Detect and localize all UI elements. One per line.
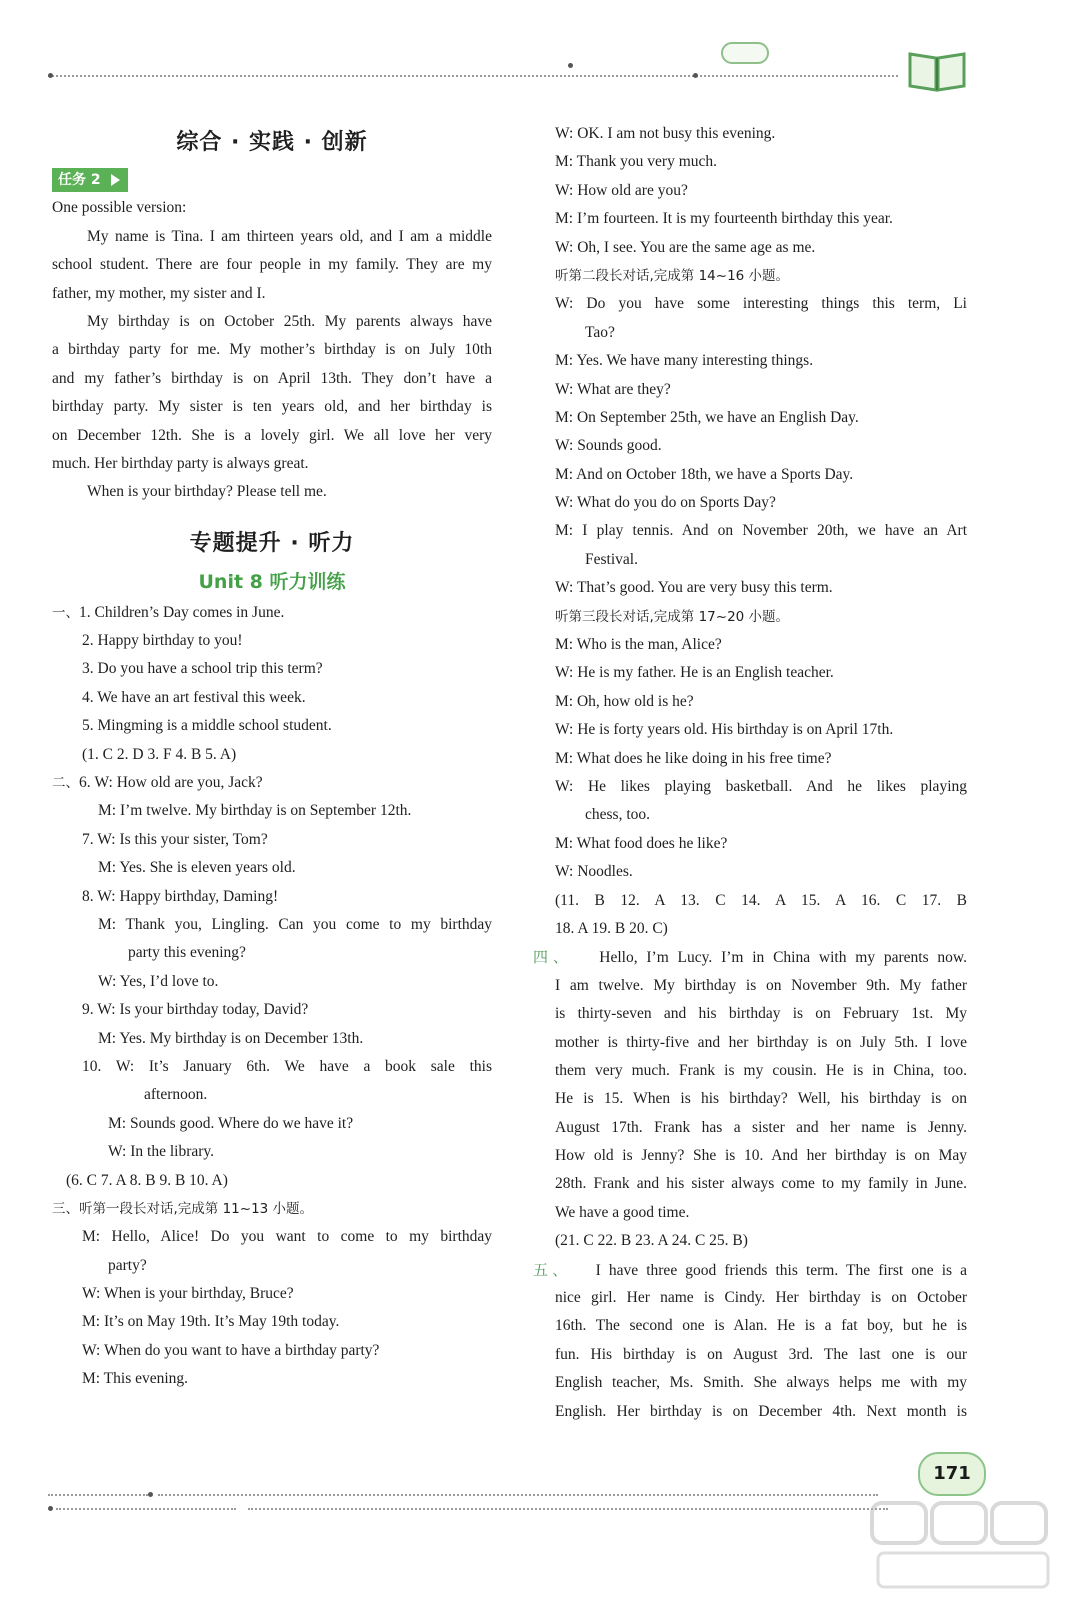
part5-line	[533, 1256, 967, 1284]
list-item: 4. We have an art festival this week.	[82, 688, 306, 706]
essay-line: My name is Tina. I am thirteen years old, and I am a middle	[87, 227, 492, 245]
dotted-rule	[48, 1494, 148, 1496]
dialogue-line: W: What do you do on Sports Day?	[555, 494, 776, 512]
instruction-text: 听第三段长对话,完成第 17~20 小题。	[555, 608, 790, 625]
footer-decoration	[48, 1494, 948, 1534]
left-column	[52, 120, 492, 1394]
answer-key: (21. C 22. B 23. A 24. C 25. B)	[555, 1232, 748, 1250]
dialogue-line: W: What are they?	[555, 380, 671, 398]
play-arrow-icon	[111, 174, 120, 186]
dialogue-line: M: I play tennis. And on November 20th, we have an Art	[555, 522, 967, 540]
answer-key: (6. C 7. A 8. B 9. B 10. A)	[66, 1171, 228, 1189]
part3-intro	[52, 1195, 492, 1223]
dialogue-line: M: What does he like doing in his free time?	[555, 749, 832, 767]
dialogue-line: M: Hello, Alice! Do you want to come to my birthday	[82, 1228, 492, 1246]
dialogue-line: W: Oh, I see. You are the same age as me.	[555, 238, 816, 256]
open-book-icon	[906, 46, 968, 92]
passage-line: is thirty-seven and his birthday is on February 1st. My	[555, 1005, 967, 1023]
dialogue-line: M: I’m twelve. My birthday is on September 12th.	[98, 802, 412, 820]
passage-line: mother is thirty-five and her birthday is on July 5th. I love	[555, 1033, 967, 1051]
passage-line: I am twelve. My birthday is on November 9th. My father	[555, 976, 967, 994]
passage-line: August 17th. Frank has a sister and her name is Jenny.	[555, 1118, 967, 1136]
dialogue-line: M: On September 25th, we have an English Day.	[555, 408, 859, 426]
dialogue-line: M: I’m fourteen. It is my fourteenth birthday this year.	[555, 210, 893, 228]
dialogue-line: W: Yes, I’d love to.	[98, 972, 219, 990]
dialogue-line: M: Oh, how old is he?	[555, 692, 694, 710]
dialogue-line: 6. W: How old are you, Jack?	[79, 774, 263, 792]
rule-dot	[568, 63, 573, 68]
part-label: 四、	[533, 948, 573, 967]
dialogue-line: M: Yes. We have many interesting things.	[555, 352, 814, 370]
right-column	[533, 120, 967, 1426]
task-badge	[52, 168, 128, 192]
dialogue-line: M: This evening.	[82, 1370, 189, 1388]
dialogue-line: afternoon.	[144, 1086, 208, 1104]
passage-line: I have three good friends this term. The first one is a	[595, 1261, 967, 1279]
list-item: 2. Happy birthday to you!	[82, 632, 243, 650]
dialogue-line: M: Thank you, Lingling. Can you come to my birthday	[98, 916, 492, 933]
passage-line: fun. His birthday is on August 3rd. The last one is our	[555, 1345, 967, 1363]
rule-dot	[693, 73, 698, 78]
dialogue-line: M: Who is the man, Alice?	[555, 636, 722, 654]
rule-dot	[148, 1492, 153, 1497]
section-title-listening: 专题提升 · 听力	[189, 530, 355, 556]
dotted-rule	[48, 75, 898, 77]
answer-key: 18. A 19. B 20. C)	[555, 919, 668, 937]
dialogue-line: W: Sounds good.	[555, 437, 662, 455]
passage-line: 28th. Frank and his sister always come to my family in June.	[555, 1175, 967, 1193]
essay-line: father, my mother, my sister and I.	[52, 284, 266, 302]
dotted-rule	[56, 1508, 236, 1510]
dialogue-line: Festival.	[585, 550, 638, 568]
dialogue-line: party this evening?	[128, 944, 246, 962]
dialogue-line: W: How old are you?	[555, 181, 688, 199]
essay-line: My birthday is on October 25th. My parents always have	[87, 312, 492, 330]
essay-line: birthday party. My sister is ten years old, and her birthday is	[52, 398, 492, 416]
instruction-text: 听第一段长对话,完成第 11~13 小题。	[79, 1200, 314, 1217]
dialogue-line: W: OK. I am not busy this evening.	[555, 125, 776, 142]
dialogue-line: W: He likes playing basketball. And he likes playing	[555, 777, 967, 795]
header-decoration	[48, 60, 1048, 100]
part4-line	[533, 943, 967, 971]
dialogue-line: 8. W: Happy birthday, Daming!	[82, 887, 279, 905]
dialogue-line: W: In the library.	[108, 1143, 215, 1161]
essay-line: on December 12th. She is a lovely girl. We all love her very	[52, 426, 492, 444]
essay-line: a birthday party for me. My mother’s birthday is on July 10th	[52, 341, 492, 359]
dialogue-line: M: Yes. She is eleven years old.	[98, 859, 296, 877]
dialogue-line: chess, too.	[585, 806, 651, 824]
watermark-logo	[868, 1495, 1058, 1595]
section-title-practice: 综合 · 实践 · 创新	[176, 130, 368, 155]
dialogue-line: M: Sounds good. Where do we have it?	[108, 1114, 354, 1132]
essay-line: school student. There are four people in my family. They are my	[52, 256, 492, 274]
passage-line: English teacher, Ms. Smith. She always helps me with my	[555, 1374, 967, 1392]
list-item: 5. Mingming is a middle school student.	[82, 717, 332, 735]
dialogue-line: M: Thank you very much.	[555, 153, 718, 171]
dialogue-line: W: When is your birthday, Bruce?	[82, 1285, 294, 1303]
page-number: 171	[918, 1452, 986, 1496]
part2-line	[52, 769, 492, 797]
essay-line: When is your birthday? Please tell me.	[87, 483, 327, 501]
passage-line: Hello, I’m Lucy. I’m in China with my parents now.	[599, 949, 967, 967]
part1-line	[52, 599, 492, 627]
section-subtitle-unit8: Unit 8 听力训练	[198, 570, 346, 593]
dialogue-line: party?	[108, 1256, 147, 1274]
part-label: 三、	[52, 1200, 79, 1217]
part-label: 一、	[52, 604, 79, 621]
passage-line: English. Her birthday is on December 4th. Next month is	[555, 1402, 967, 1420]
task-badge-label: 任务 2	[58, 172, 101, 188]
answer-key: (11. B 12. A 13. C 14. A 15. A 16. C 17. B	[555, 891, 967, 909]
list-item: 3. Do you have a school trip this term?	[82, 660, 323, 678]
dialogue-line: Tao?	[585, 323, 615, 341]
dotted-rule	[158, 1494, 878, 1496]
part-label: 五、	[533, 1260, 572, 1279]
dialogue-line: W: He is my father. He is an English teacher.	[555, 664, 834, 682]
rule-dot	[48, 73, 53, 78]
dialogue-line: W: When do you want to have a birthday party?	[82, 1341, 380, 1359]
dialogue-line: W: He is forty years old. His birthday is on April 17th.	[555, 721, 894, 739]
cloud-icon	[721, 42, 769, 64]
essay-line: much. Her birthday party is always great.	[52, 454, 309, 472]
dialogue-line: 10. W: It’s January 6th. We have a book sale this	[82, 1057, 492, 1075]
dialogue-line: M: Yes. My birthday is on December 13th.	[98, 1029, 364, 1047]
dotted-rule	[248, 1508, 888, 1510]
passage-line: nice girl. Her name is Cindy. Her birthday is on October	[555, 1289, 967, 1307]
dialogue-line: M: It’s on May 19th. It’s May 19th today.	[82, 1313, 340, 1331]
dialogue-line: W: Do you have some interesting things this term, Li	[555, 295, 967, 313]
passage-line: How old is Jenny? She is 10. And her birthday is on May	[555, 1147, 967, 1165]
dialogue-line: W: Noodles.	[555, 863, 633, 881]
answer-key: (1. C 2. D 3. F 4. B 5. A)	[82, 745, 237, 763]
dialogue-line: M: And on October 18th, we have a Sports Day.	[555, 465, 854, 483]
passage-line: 16th. The second one is Alan. He is a fat boy, but he is	[555, 1317, 967, 1335]
dialogue-line: W: That’s good. You are very busy this term.	[555, 579, 833, 597]
list-item: 1. Children’s Day comes in June.	[79, 603, 285, 621]
part-label: 二、	[52, 775, 79, 792]
passage-line: We have a good time.	[555, 1203, 690, 1221]
passage-line: He is 15. When is his birthday? Well, his birthday is on	[555, 1090, 967, 1108]
rule-dot	[48, 1506, 53, 1511]
essay-line: One possible version:	[52, 199, 187, 217]
dialogue-line: M: What food does he like?	[555, 834, 728, 852]
dialogue-line: 7. W: Is this your sister, Tom?	[82, 830, 268, 848]
dialogue-line: 9. W: Is your birthday today, David?	[82, 1001, 309, 1019]
essay-line: and my father’s birthday is on April 13th. They don’t have a	[52, 369, 492, 387]
instruction-text: 听第二段长对话,完成第 14~16 小题。	[555, 267, 790, 284]
passage-line: them very much. Frank is my cousin. He is in China, too.	[555, 1061, 967, 1079]
